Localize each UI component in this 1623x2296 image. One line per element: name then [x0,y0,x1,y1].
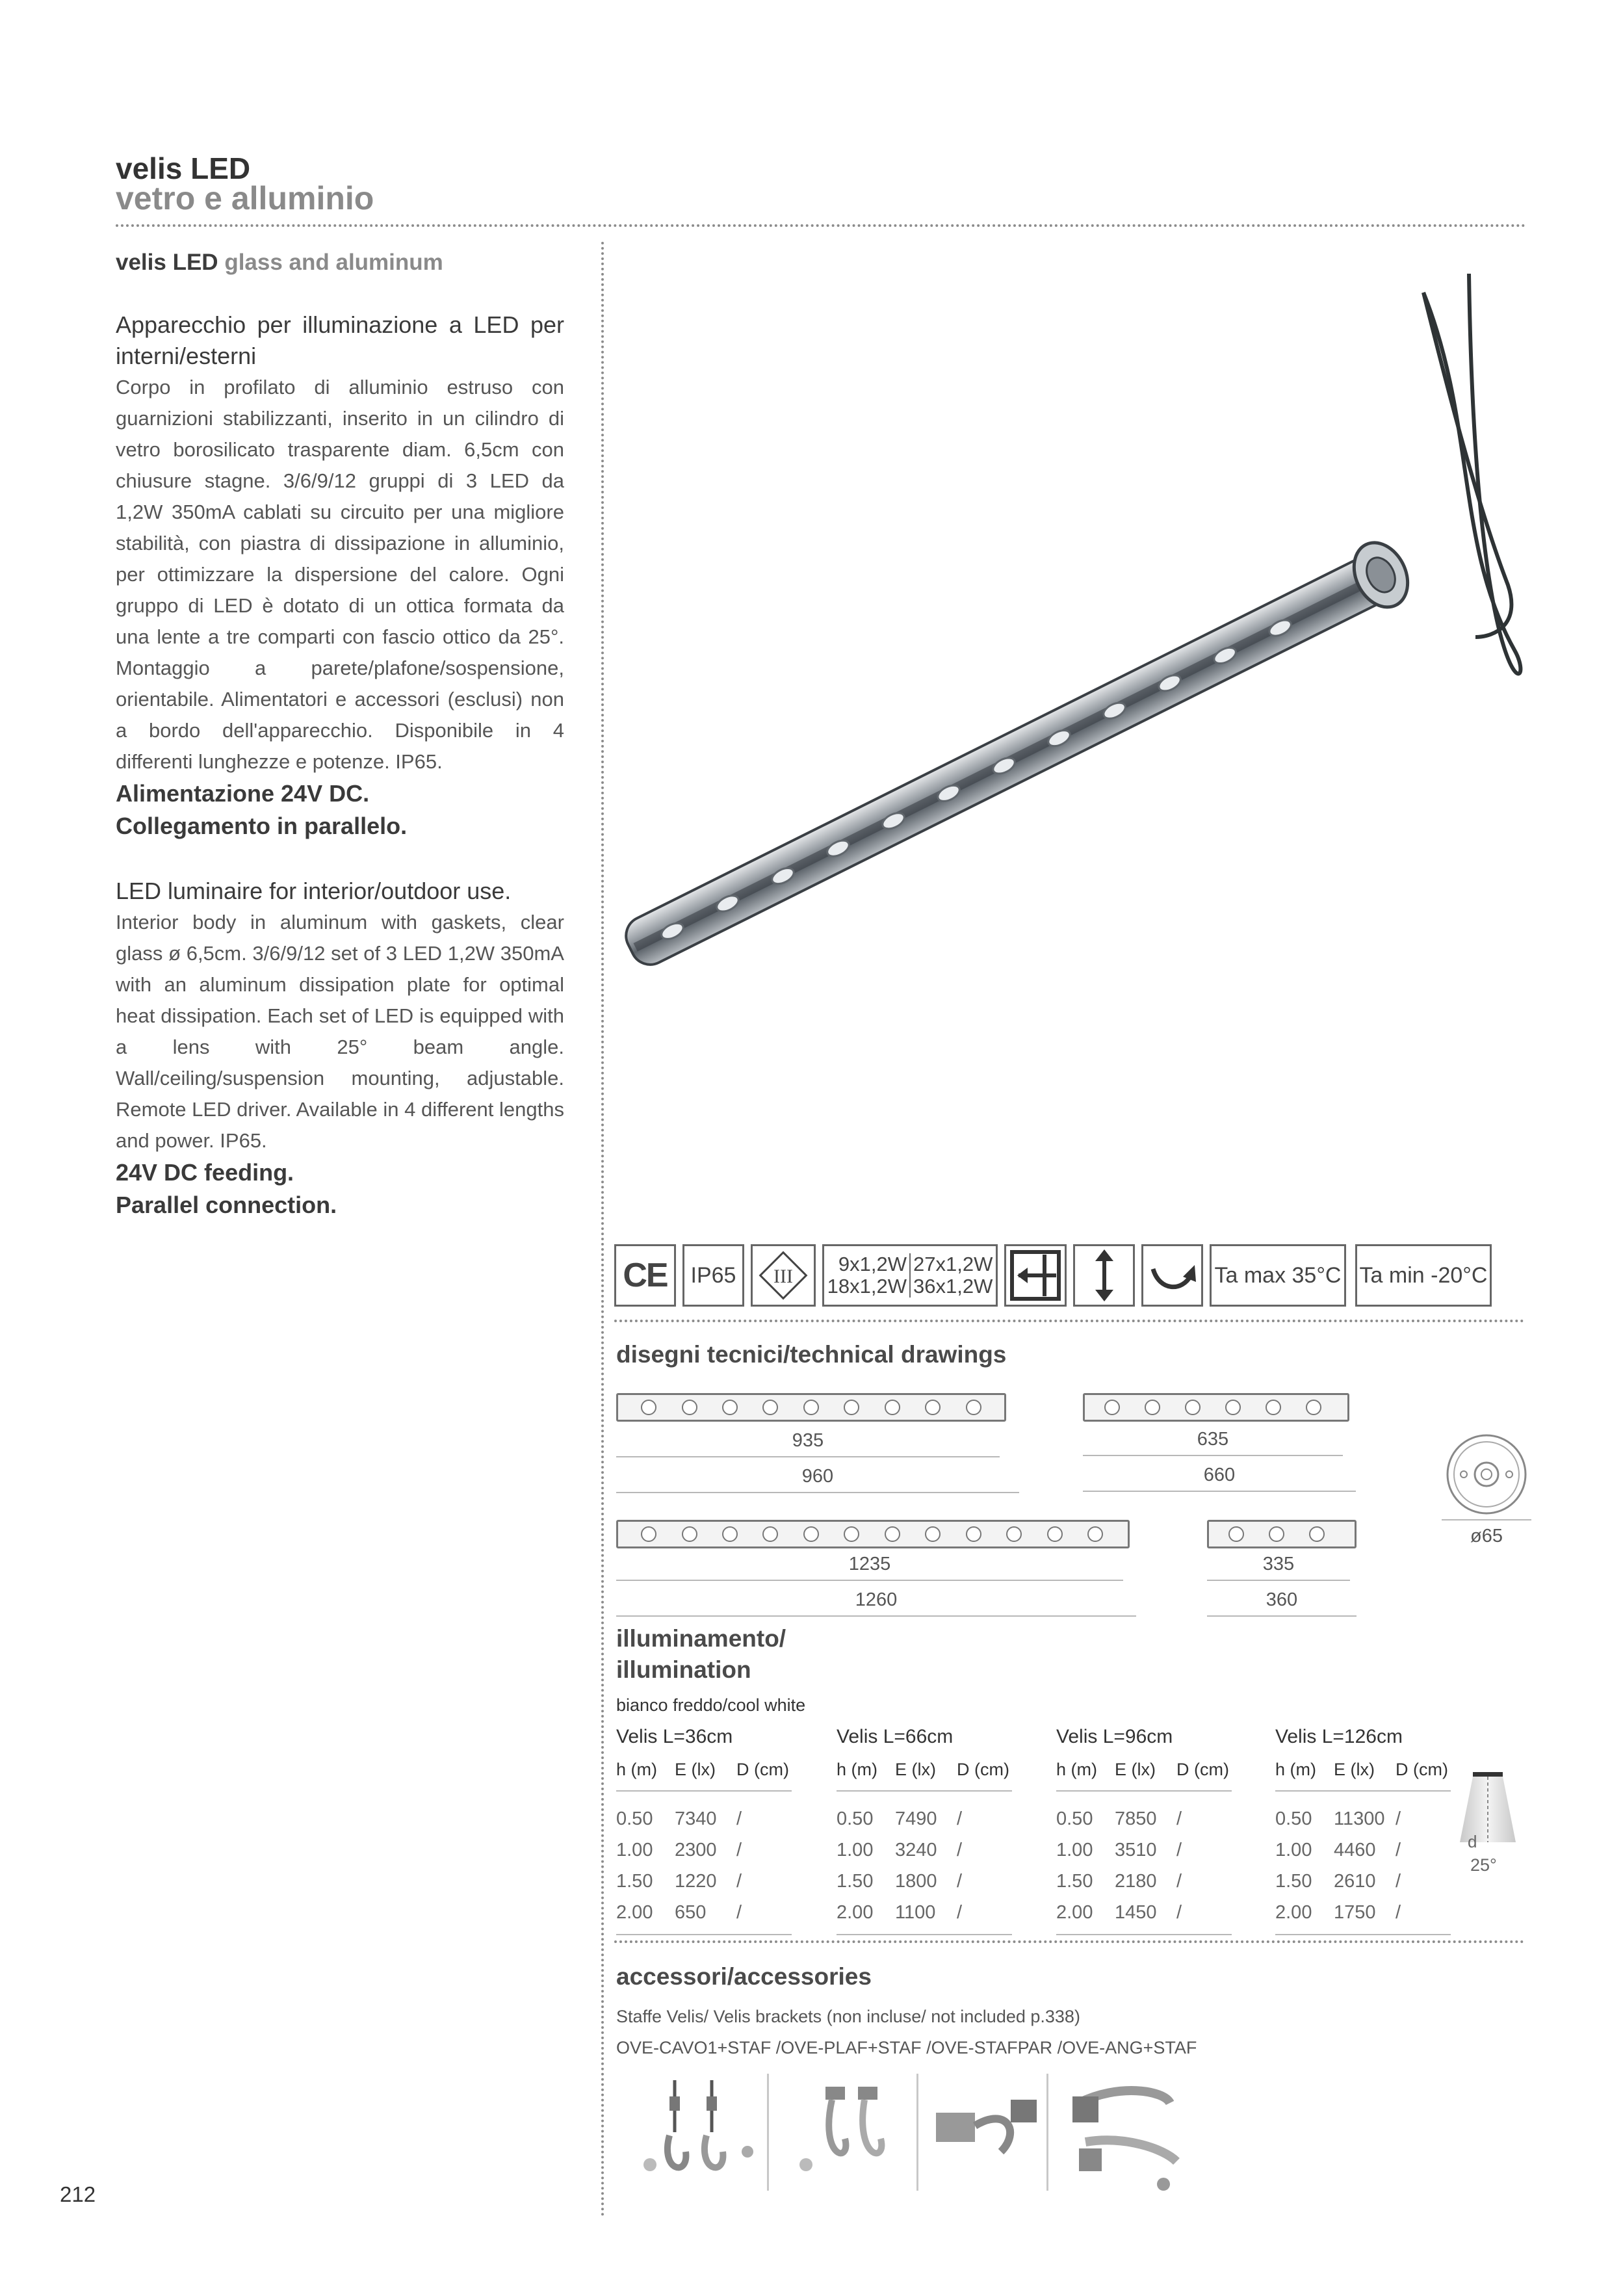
table-title: Velis L=96cm [1056,1726,1173,1747]
drawing-360 [1207,1520,1357,1548]
description-en-connection: Parallel connection. [116,1192,337,1218]
ip-rating-icon [682,1244,744,1307]
wall-mount-icon [1004,1244,1067,1307]
dim-335: 335 [1262,1554,1295,1574]
drawing-960 [616,1393,1006,1422]
table-title: Velis L=36cm [616,1726,733,1747]
icons-divider [614,1320,1524,1322]
ta-max-badge [1210,1244,1346,1307]
illum-table-66: Velis L=66cm h (m) E (lx) D (cm) 0.50 7490 / 1.00 3240 / 1.50 1800 / 2.00 1100 / [837,1726,1012,1935]
ta-min-label: Ta min -20°C [1359,1262,1488,1288]
dim-1260: 1260 [855,1589,898,1610]
class-iii-icon [751,1244,816,1307]
illumination-heading-it: illuminamento/ [616,1625,786,1652]
rotation-icon [1141,1244,1203,1307]
accessory-ceiling-bracket-image [780,2080,910,2184]
description-it-lead: Apparecchio per illuminazione a LED per interni/esterni [116,311,564,369]
svg-text:III: III [773,1266,793,1287]
power-option-1: 9x1,2W [838,1253,907,1275]
ip-rating-label: IP65 [690,1262,736,1288]
power-option-2: 18x1,2W [827,1275,907,1298]
english-name [116,250,443,276]
dim-1235: 1235 [848,1554,891,1574]
color-temperature: bianco freddo/cool white [616,1695,806,1715]
page-title: velis LED [116,151,251,185]
description-en-lead: LED luminaire for interior/outdoor use. [116,878,512,904]
drawing-1260 [616,1520,1130,1548]
english-name-bold: velis LED [116,250,218,275]
product-photo [611,273,1573,982]
power-options-box [822,1244,998,1307]
end-view-drawing [1444,1432,1529,1517]
description-en [116,876,564,1221]
table-title: Velis L=66cm [837,1726,954,1747]
luminaire-tube [616,534,1418,980]
dim-935: 935 [792,1430,824,1451]
table-title: Velis L=126cm [1275,1726,1403,1747]
description-en-power: 24V DC feeding. [116,1159,294,1186]
drawing-660 [1083,1393,1349,1422]
ta-max-label: Ta max 35°C [1214,1262,1342,1288]
accessory-cable-bracket-image [624,2074,786,2184]
page-subtitle: vetro e alluminio [116,180,374,216]
dim-960: 960 [801,1466,834,1487]
dim-360: 360 [1266,1589,1298,1610]
ta-min-badge [1355,1244,1492,1307]
illumination-divider [614,1940,1524,1943]
english-name-rest: glass and aluminum [224,250,443,275]
description-it-body: Corpo in profilato di alluminio estruso con guarnizioni stabilizzanti, inserito in un cilindro di vetro borosilicato trasparente diam. 6,5cm con chiusure stagne. 3/6/9/12 gruppi di 3 LED da 1,2W 350mA cablati su circuito per una migliore stabilità, con piastra di dissipazione in alluminio, per ottimizzare la dispersione del calore. Ogni gruppo di LED è dotato di un ottica formata da una lente a tre comparti con fascio ottico da 25°. Montaggio a parete/plafone/sospensione, orientabile. Alimentatori e accessori (esclusi) non a bordo dell'apparecchio. Disponibile in 4 differenti lunghezze e potenze. IP65. [116,376,564,773]
beam-cone-icon [1459,1771,1517,1868]
column-divider [601,242,604,2218]
accessories-heading: accessori/accessories [616,1963,872,1990]
ce-mark-icon: CE [614,1244,676,1307]
accessory-wall-bracket-image [923,2087,1046,2171]
dim-635: 635 [1197,1429,1229,1450]
accessory-angle-bracket-image [1059,2077,1202,2194]
power-option-3: 27x1,2W [909,1253,995,1275]
illum-table-126: Velis L=126cm h (m) E (lx) D (cm) 0.50 11300 / 1.00 4460 / 1.50 2610 / 2.00 1750 / [1275,1726,1451,1935]
dim-diameter: ø65 [1470,1526,1503,1546]
illumination-heading-en: illumination [616,1656,751,1683]
description-it-power: Alimentazione 24V DC. [116,780,370,807]
dim-660: 660 [1203,1465,1236,1485]
beam-d-label: d [1468,1832,1477,1851]
power-option-4: 36x1,2W [909,1275,995,1298]
beam-angle-label: 25° [1470,1855,1497,1875]
description-it-connection: Collegamento in parallelo. [116,813,408,839]
illum-table-96: Velis L=96cm h (m) E (lx) D (cm) 0.50 7850 / 1.00 3510 / 1.50 2180 / 2.00 1450 / [1056,1726,1232,1935]
description-en-body: Interior body in aluminum with gaskets, clear glass ø 6,5cm. 3/6/9/12 set of 3 LED 1,2W 350mA with an aluminum dissipation plate for optimal heat dissipation. Each set of LED is equipped with a lens with 25° beam angle. Wall/ceiling/suspension mounting, adjustable. Remote LED driver. Available in 4 different lengths and power. IP65. [116,911,564,1152]
vertical-adjust-icon [1073,1244,1135,1307]
accessories-note: Staffe Velis/ Velis brackets (non incluse/ not included p.338) [616,2007,1080,2026]
header-divider [116,224,1526,227]
accessories-codes: OVE-CAVO1+STAF /OVE-PLAF+STAF /OVE-STAFPAR /OVE-ANG+STAF [616,2038,1197,2057]
description-it [116,309,564,842]
page-number: 212 [60,2182,96,2206]
drawings-heading: disegni tecnici/technical drawings [616,1341,1007,1368]
power-cable [1423,293,1511,637]
illum-table-36: Velis L=36cm h (m) E (lx) D (cm) 0.50 7340 / 1.00 2300 / 1.50 1220 / 2.00 650 / [616,1726,792,1935]
